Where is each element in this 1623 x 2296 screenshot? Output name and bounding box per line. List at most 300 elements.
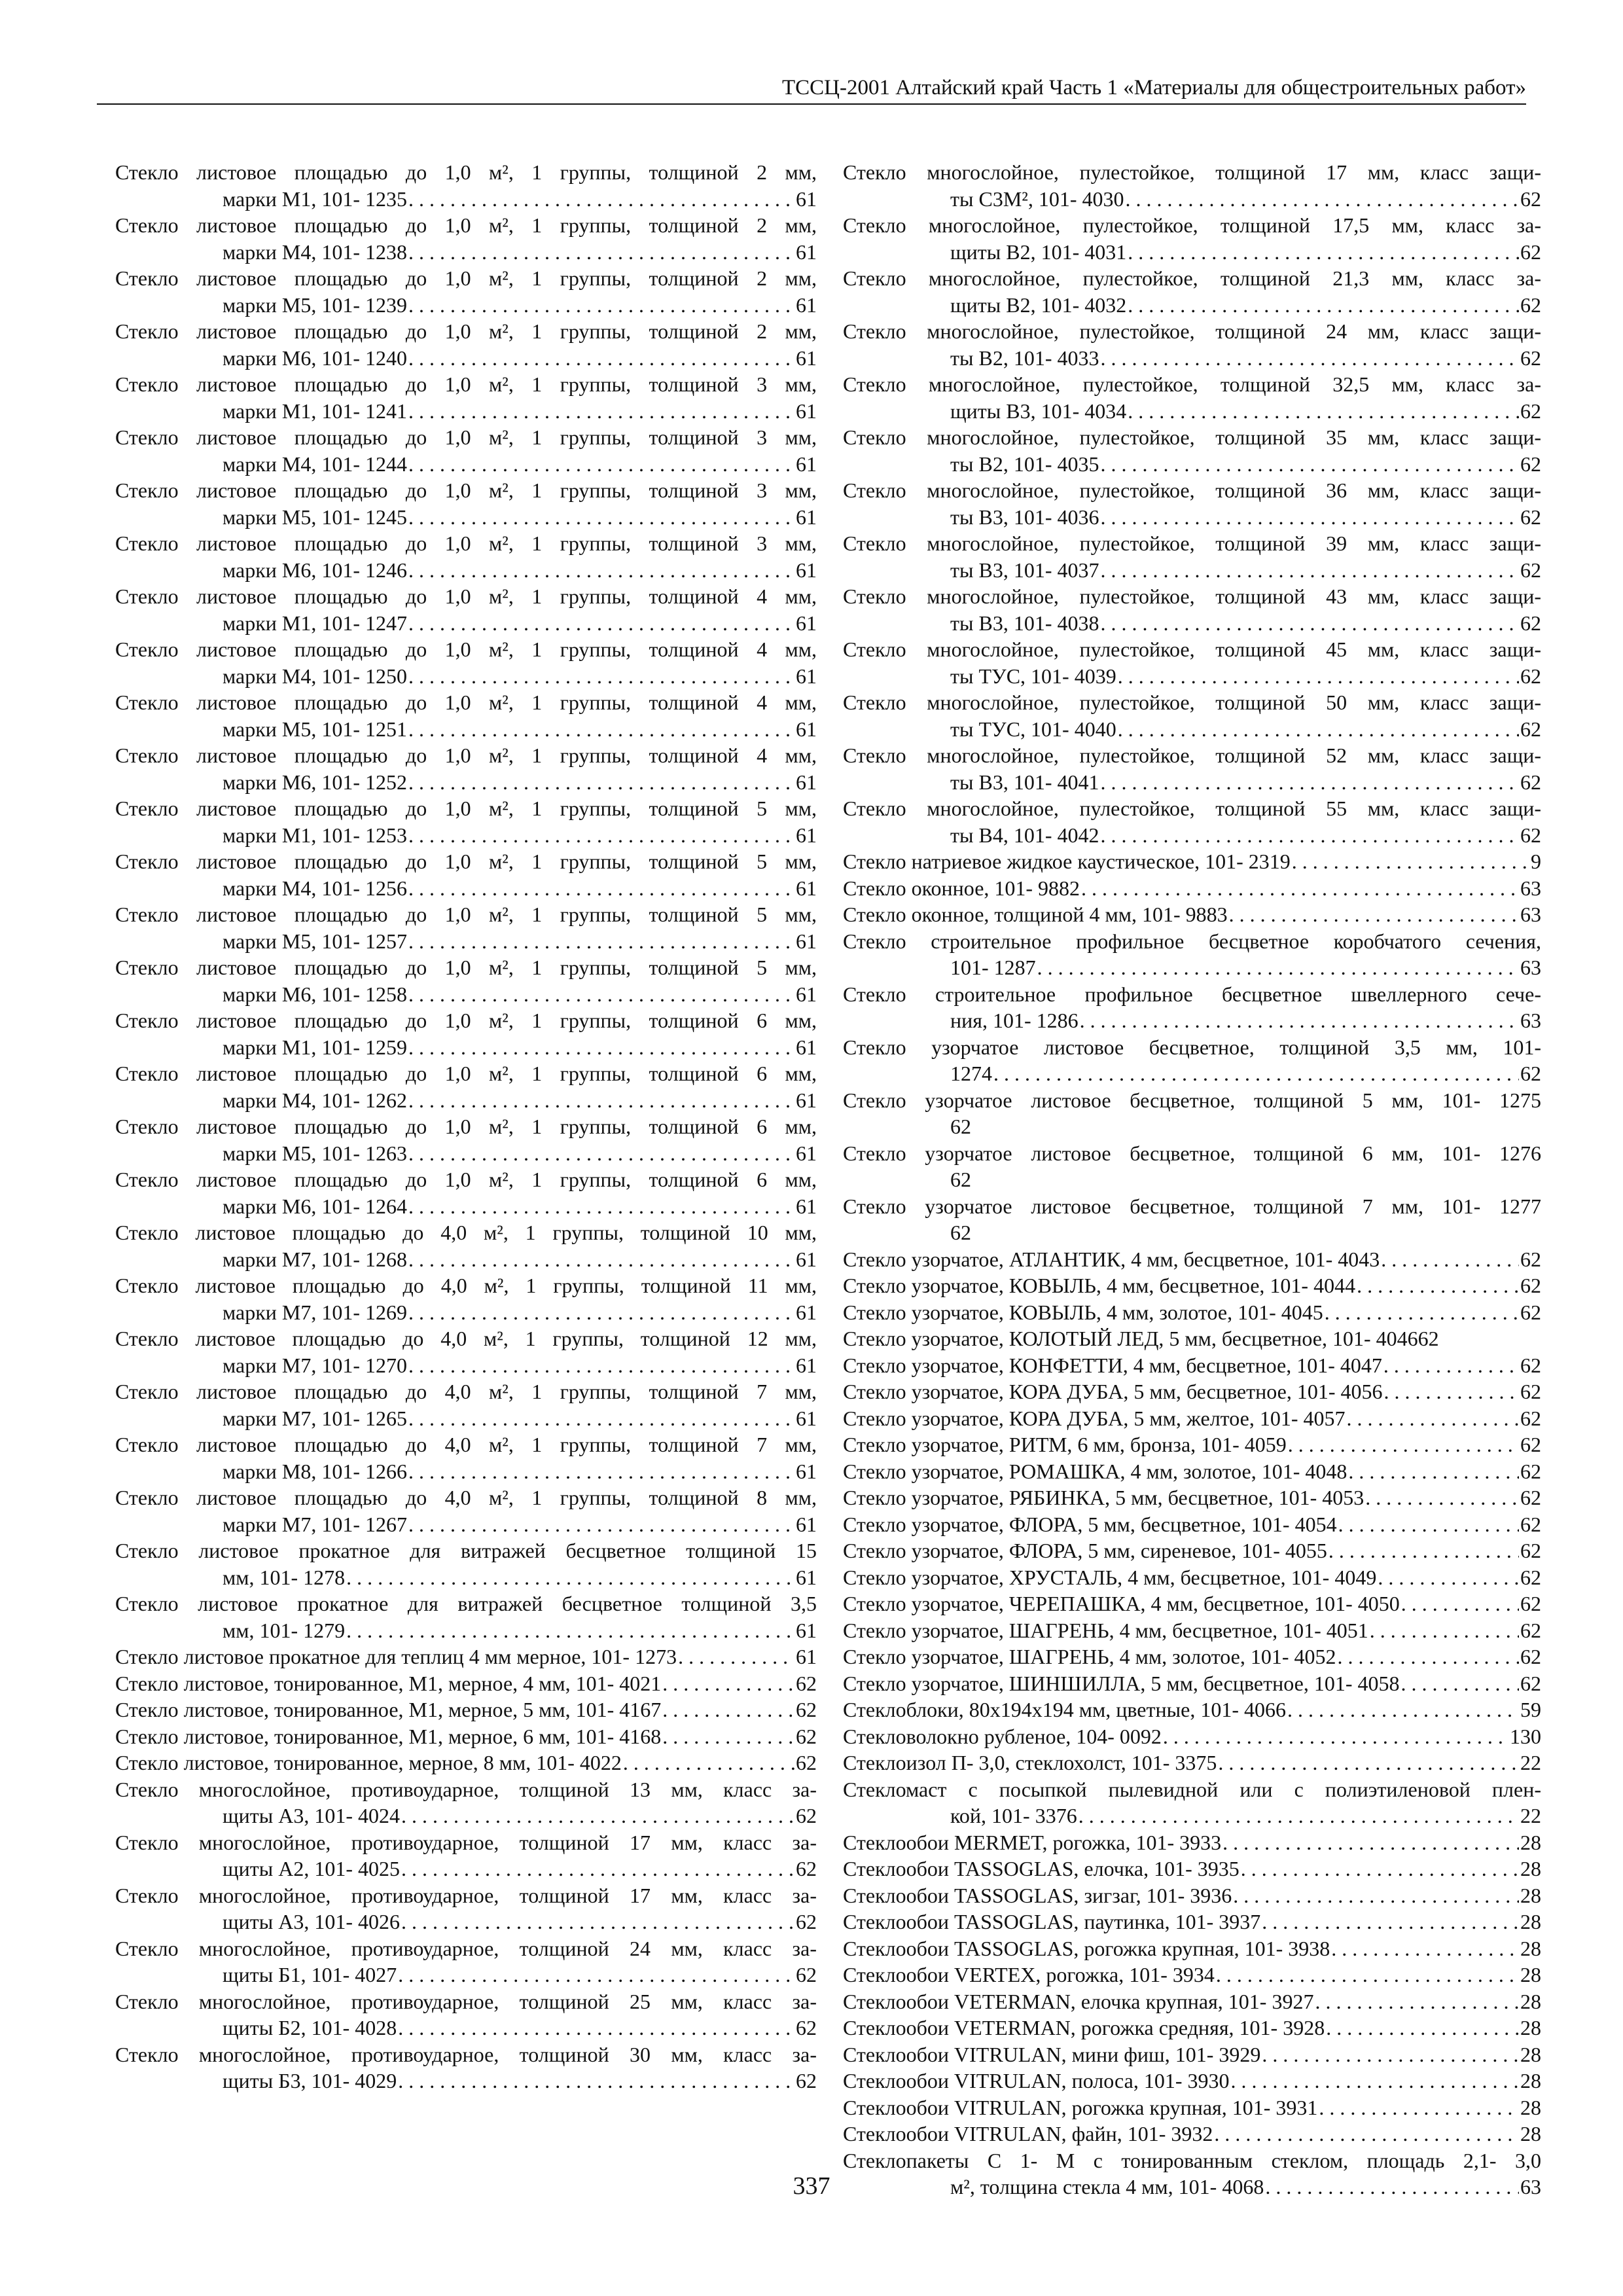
entry-text: Стекло листовое площадью до 1,0 м², 1 группы, толщиной 4 мм, [115,744,817,767]
index-entry [843,1405,1541,1432]
index-entry [843,1378,1541,1405]
index-entry [843,1140,1541,1193]
entry-text-cont: кой, 101- 3376 [950,1804,1077,1827]
entry-page-number: 61 [796,1645,817,1668]
entry-text: Стекло оконное, толщиной 4 мм, 101- 9883 [843,903,1228,926]
entry-text-cont: марки М4, 101- 1238 [223,240,408,264]
entry-text: Стекло листовое прокатное для теплиц 4 мм мерное, 101- 1273 [115,1645,677,1668]
entry-page-number: 28 [1520,2016,1541,2039]
entry-text: Стекло оконное, 101- 9882 [843,876,1080,900]
entry-text: Стекло узорчатое, КОНФЕТТИ, 4 мм, бесцветное, 101- 4047 [843,1353,1382,1377]
entry-text: Стекло листовое площадью до 4,0 м², 1 группы, толщиной 10 мм, [115,1221,817,1244]
index-entry [843,981,1541,1034]
entry-text-cont: марки М8, 101- 1266 [223,1459,408,1483]
dot-leader [1100,610,1519,637]
index-entry [843,1511,1541,1538]
dot-leader [1216,1962,1519,1988]
index-entry [843,1696,1541,1723]
entry-text: Стекло строительное профильное бесцветное швеллерного сече- [843,982,1541,1006]
entry-text: Стекло листовое площадью до 1,0 м², 1 группы, толщиной 6 мм, [115,1062,817,1085]
entry-text: Стекло многослойное, противоударное, толщиной 25 мм, класс за- [115,1989,817,2013]
dot-leader [408,663,794,690]
entry-page-number: 62 [796,1724,817,1748]
entry-text-cont: ты В2, 101- 4035 [950,452,1099,476]
entry-text-cont: 101- 1287 [950,956,1036,979]
entry-page-number: 63 [1520,1009,1541,1032]
entry-text: Стеклообои VITRULAN, полоса, 101- 3930 [843,2069,1230,2092]
dot-leader [408,1193,794,1220]
dot-leader [1262,1909,1519,1935]
entry-text-cont: марки М7, 101- 1267 [223,1512,408,1536]
dot-leader [408,398,794,425]
entry-text-cont: щиты В2, 101- 4032 [950,293,1127,317]
entry-page-number: 61 [796,1353,817,1377]
dot-leader [408,186,794,213]
entry-continuation [115,186,817,213]
dot-leader [1126,186,1519,213]
entry-text: Стекло листовое площадью до 1,0 м², 1 группы, толщиной 3 мм, [115,531,817,555]
dot-leader [1222,1829,1519,1856]
entry-text: Стекло узорчатое, КОРА ДУБА, 5 мм, желтое, 101- 4057 [843,1406,1346,1430]
dot-leader [1218,1749,1519,1776]
entry-text: Стекло узорчатое, КОВЫЛЬ, 4 мм, бесцветное, 101- 4044 [843,1274,1356,1297]
entry-page-number: 61 [796,452,817,476]
entry-page-number: 62 [1520,1062,1541,1085]
entry-text: Стекло многослойное, пулестойкое, толщиной 32,5 мм, класс за- [843,372,1541,396]
entry-continuation [115,451,817,478]
entry-text: Стекло листовое площадью до 1,0 м², 1 группы, толщиной 5 мм, [115,903,817,926]
index-entry [843,1749,1541,1776]
entry-text: Стеклопакеты С 1- М с тонированным стеклом, площадь 2,1- 3,0 [843,2148,1541,2172]
index-entry [115,1696,817,1723]
index-entry [843,2015,1541,2041]
index-entry [843,1458,1541,1485]
entry-text-cont: марки М1, 101- 1259 [223,1035,408,1059]
index-entry [115,1749,817,1776]
dot-leader [408,557,794,584]
dot-leader [662,1696,794,1723]
index-entry [115,1590,817,1643]
index-entry [115,1882,817,1935]
entry-text: Стекло узорчатое листовое бесцветное, толщиной 6 мм, 101- 1276 [843,1141,1541,1165]
dot-leader [408,716,794,743]
index-column-left [115,159,817,2094]
entry-text-cont: марки М7, 101- 1269 [223,1300,408,1324]
entry-page-number: 61 [796,1141,817,1165]
entry-page-number: 61 [796,929,817,953]
dot-leader [1292,848,1529,875]
index-entry [115,1935,817,1988]
entry-page-number: 62 [1520,1380,1541,1403]
entry-text-cont: марки М6, 101- 1252 [223,770,408,794]
entry-continuation [115,610,817,637]
entry-continuation [115,769,817,796]
dot-leader [408,1246,794,1273]
index-entry [843,1935,1541,1962]
entry-page-number: 62 [1520,346,1541,370]
entry-continuation [843,822,1541,849]
dot-leader [623,1749,794,1776]
entry-text: Стекло многослойное, противоударное, толщиной 17 мм, класс за- [115,1830,817,1854]
index-entry [843,1909,1541,1935]
entry-text: Стекло листовое площадью до 1,0 м², 1 группы, толщиной 4 мм, [115,691,817,714]
entry-page-number: 62 [1520,1618,1541,1642]
entry-text-cont: марки М7, 101- 1268 [223,1247,408,1271]
entry-text: Стекло листовое площадью до 4,0 м², 1 группы, толщиной 12 мм, [115,1327,817,1350]
page-number: 337 [793,2172,830,2200]
index-entry [115,212,817,265]
entry-text: Стеклообои VETERMAN, рогожка средняя, 101- 3928 [843,2016,1325,2039]
entry-text: Стеклообои TASSOGLAS, рогожка крупная, 101- 3938 [843,1936,1330,1960]
entry-continuation [115,663,817,690]
entry-page-number: 62 [1520,611,1541,635]
entry-page-number: 61 [796,1088,817,1112]
entry-text: Стекло листовое площадью до 4,0 м², 1 группы, толщиной 11 мм, [115,1274,817,1297]
dot-leader [1079,1803,1519,1829]
dot-leader [1338,1643,1519,1670]
entry-page-number: 62 [1520,1512,1541,1536]
index-entry [115,1776,817,1829]
index-entry [843,583,1541,636]
entry-page-number: 62 [1520,1592,1541,1615]
entry-text: Стекло листовое, тонированное, М1, мерное, 6 мм, 101- 4168 [115,1724,662,1748]
index-entry [843,742,1541,795]
entry-text-cont: марки М4, 101- 1262 [223,1088,408,1112]
entry-continuation [115,239,817,266]
entry-page-number: 61 [796,187,817,211]
dot-leader [401,1803,794,1829]
entry-page-number: 61 [796,1406,817,1430]
dot-leader [1383,1352,1519,1379]
entry-continuation [115,1564,817,1591]
entry-page-number: 61 [796,505,817,529]
entry-text: Стекло узорчатое, РИТМ, 6 мм, бронза, 101- 4059 [843,1433,1287,1456]
dot-leader [1100,451,1519,478]
entry-page-number: 62 [1520,1406,1541,1430]
entry-text-cont: марки М6, 101- 1258 [223,982,408,1006]
dot-leader [398,2068,794,2094]
index-entry [843,2094,1541,2121]
index-entry [115,954,817,1007]
index-entry [843,1034,1541,1087]
entry-text: Стекло листовое, тонированное, М1, мерное, 5 мм, 101- 4167 [115,1698,662,1721]
entry-page-number: 62 [796,1963,817,1986]
entry-text: Стеклообои VITRULAN, мини фиш, 101- 3929 [843,2042,1261,2066]
entry-continuation [115,822,817,849]
entry-text-cont: марки М4, 101- 1250 [223,664,408,688]
entry-text: Стекло листовое прокатное для витражей бесцветное толщиной 15 [115,1539,817,1562]
entry-page-number: 62 [1520,1565,1541,1589]
entry-page-number: 62 [1520,770,1541,794]
entry-page-number: 62 [796,1804,817,1827]
entry-continuation [115,1352,817,1379]
index-entry [115,1113,817,1166]
entry-page-number: 62 [1520,1486,1541,1509]
entry-page-number: 28 [1520,1830,1541,1854]
entry-text: Стекло узорчатое, КОЛОТЫЙ ЛЕД, 5 мм, бесцветное, 101- 4046 [843,1327,1418,1350]
entry-text: Стеклоблоки, 80х194х194 мм, цветные, 101- 4066 [843,1698,1286,1721]
entry-page-number: 28 [1520,2095,1541,2119]
dot-leader [1325,1299,1519,1326]
index-entry [843,2121,1541,2147]
dot-leader [1370,1617,1519,1644]
entry-page-number: 62 [1520,558,1541,582]
entry-continuation [115,1458,817,1485]
entry-page-number: 61 [796,240,817,264]
entry-text-cont: ты ТУС, 101- 4040 [950,717,1116,741]
entry-continuation [843,292,1541,319]
entry-text: Стекло листовое площадью до 1,0 м², 1 группы, толщиной 2 мм, [115,160,817,184]
entry-text: Стекло многослойное, противоударное, толщиной 24 мм, класс за- [115,1936,817,1960]
entry-page-number: 61 [796,399,817,423]
entry-text-cont: ты В3, 101- 4038 [950,611,1099,635]
entry-continuation [843,716,1541,743]
dot-leader [408,451,794,478]
entry-page-number: 28 [1520,1910,1541,1933]
entry-continuation [115,292,817,319]
entry-text: Стекло многослойное, пулестойкое, толщиной 17,5 мм, класс за- [843,213,1541,237]
dot-leader [346,1564,794,1591]
index-entry [843,212,1541,265]
entry-text: Стекло строительное профильное бесцветное коробчатого сечения, [843,929,1541,953]
entry-text-cont: марки М4, 101- 1256 [223,876,408,900]
entry-text: Стеклообои VITRULAN, файн, 101- 3932 [843,2122,1213,2145]
entry-continuation [843,769,1541,796]
entry-continuation [843,663,1541,690]
entry-continuation [115,1962,817,1988]
index-entry [843,1643,1541,1670]
index-entry [115,901,817,954]
index-entry [115,795,817,848]
entry-text: Стекло многослойное, пулестойкое, толщиной 50 мм, класс защи- [843,691,1541,714]
index-entry [843,477,1541,530]
entry-text: Стекломаст с посыпкой пылевидной или с полиэтиленовой плен- [843,1777,1541,1801]
index-entry [115,530,817,583]
entry-page-number: 62 [796,1910,817,1933]
entry-page-number: 62 [1520,1433,1541,1456]
entry-text: Стекло узорчатое, РОМАШКА, 4 мм, золотое, 101- 4048 [843,1459,1347,1483]
entry-page-number: 62 [796,1671,817,1695]
index-entry [843,1087,1541,1140]
entry-page-number: 28 [1520,1989,1541,2013]
entry-page-number: 62 [1520,1353,1541,1377]
dot-leader [408,1352,794,1379]
entry-page-number: 63 [1520,956,1541,979]
entry-text: Стекло листовое, тонированное, М1, мерное, 4 мм, 101- 4021 [115,1671,662,1695]
entry-text: Стекло узорчатое, ШАГРЕНЬ, 4 мм, золотое, 101- 4052 [843,1645,1336,1668]
entry-continuation [843,186,1541,213]
entry-page-number: 28 [1520,1883,1541,1907]
dot-leader [1348,1458,1519,1485]
dot-leader [398,1962,794,1988]
entry-continuation [115,1087,817,1114]
entry-text: Стекло многослойное, противоударное, толщиной 13 мм, класс за- [115,1777,817,1801]
entry-page-number: 61 [796,770,817,794]
index-entry [843,1962,1541,1988]
index-entry [115,1007,817,1060]
dot-leader [1346,1405,1519,1432]
entry-text: Стекло узорчатое, КОВЫЛЬ, 4 мм, золотое, 101- 4045 [843,1300,1323,1324]
index-entry [843,689,1541,742]
entry-continuation [115,2068,817,2094]
dot-leader [1128,292,1519,319]
dot-leader [1401,1590,1519,1617]
dot-leader [408,1299,794,1326]
entry-text: Стекло листовое площадью до 1,0 м², 1 группы, толщиной 3 мм, [115,478,817,502]
entry-continuation [115,1856,817,1882]
entry-continuation [115,928,817,955]
index-entry [115,1219,817,1272]
entry-page-number: 61 [796,1300,817,1324]
dot-leader [408,1458,794,1485]
entry-text: Стекло узорчатое, КОРА ДУБА, 5 мм, бесцветное, 101- 4056 [843,1380,1383,1403]
entry-text-cont: марки М5, 101- 1245 [223,505,408,529]
dot-leader [1329,1537,1519,1564]
entry-page-number: 62 [950,1221,971,1244]
entry-text-cont: щиты Б2, 101- 4028 [223,2016,397,2039]
entry-continuation [843,1803,1541,1829]
entry-text: Стекло узорчатое листовое бесцветное, толщиной 3,5 мм, 101- [843,1035,1541,1059]
dot-leader [408,345,794,372]
entry-page-number: 62 [1520,1459,1541,1483]
entry-text: Стеклообои TASSOGLAS, зигзаг, 101- 3936 [843,1883,1232,1907]
index-entry [843,1325,1541,1352]
index-entry [115,1060,817,1113]
entry-page-number: 61 [796,1565,817,1589]
index-entry [115,318,817,371]
entry-page-number: 62 [950,1168,971,1191]
dot-leader [1100,822,1519,849]
entry-page-number: 62 [1520,505,1541,529]
entry-text: Стекло листовое прокатное для витражей бесцветное толщиной 3,5 [115,1592,817,1615]
index-entry [115,1829,817,1882]
entry-text: Стекло листовое площадью до 1,0 м², 1 группы, толщиной 4 мм, [115,584,817,608]
entry-page-number: 22 [1520,1804,1541,1827]
dot-leader [408,1405,794,1432]
index-entry [115,1378,817,1431]
entry-text-cont: щиты А3, 101- 4026 [223,1910,401,1933]
entry-text: Стекло многослойное, пулестойкое, толщиной 43 мм, класс защи- [843,584,1541,608]
index-entry [115,1431,817,1484]
index-entry [843,424,1541,477]
dot-leader [408,239,794,266]
index-entry [115,1537,817,1590]
dot-leader [1262,2041,1519,2068]
entry-page-number: 61 [796,1512,817,1536]
entry-text-cont: щиты В2, 101- 4031 [950,240,1127,264]
index-entry [843,530,1541,583]
entry-continuation [115,1140,817,1167]
entry-page-number: 62 [1520,1539,1541,1562]
entry-text: Стекло листовое площадью до 4,0 м², 1 группы, толщиной 7 мм, [115,1380,817,1403]
dot-leader [1319,2094,1519,2121]
entry-text: Стекло многослойное, противоударное, толщиной 17 мм, класс за- [115,1883,817,1907]
entry-page-number: 62 [1520,1300,1541,1324]
dot-leader [1241,1856,1519,1882]
entry-text: Стекло узорчатое, РЯБИНКА, 5 мм, бесцветное, 101- 4053 [843,1486,1364,1509]
entry-page-number: 61 [796,293,817,317]
entry-continuation [115,1246,817,1273]
entry-page-number: 62 [1520,1671,1541,1695]
index-entry [843,875,1541,902]
entry-page-number: 61 [796,1247,817,1271]
entry-text: Стекло многослойное, пулестойкое, толщиной 17 мм, класс защи- [843,160,1541,184]
index-entry [843,1537,1541,1564]
entry-continuation [115,398,817,425]
index-entry [115,1272,817,1325]
index-entry [843,795,1541,848]
entry-page-number: 59 [1520,1698,1541,1721]
entry-text-cont: марки М7, 101- 1270 [223,1353,408,1377]
dot-leader [1381,1246,1519,1273]
index-entry [115,1643,817,1670]
entry-text-cont: щиты В3, 101- 4034 [950,399,1127,423]
index-entry [843,1617,1541,1644]
dot-leader [408,769,794,796]
dot-leader [408,981,794,1008]
entry-text: Стеклообои VITRULAN, рогожка крупная, 101- 3931 [843,2095,1318,2119]
entry-page-number: 61 [796,1459,817,1483]
entry-continuation [843,1060,1541,1087]
index-entry [115,1166,817,1219]
dot-leader [662,1723,794,1750]
entry-text-cont: марки М4, 101- 1244 [223,452,408,476]
entry-page-number: 61 [796,611,817,635]
entry-text-cont: марки М5, 101- 1239 [223,293,408,317]
entry-text-cont: марки М1, 101- 1241 [223,399,408,423]
index-entry [843,1988,1541,2015]
entry-continuation [843,557,1541,584]
entry-text-cont: ты В3, 101- 4041 [950,770,1099,794]
entry-text-cont: щиты Б1, 101- 4027 [223,1963,397,1986]
index-entry [115,1670,817,1697]
entry-text: Стекло узорчатое, ХРУСТАЛЬ, 4 мм, бесцветное, 101- 4049 [843,1565,1377,1589]
index-entry [115,477,817,530]
dot-leader [1400,1670,1519,1697]
index-entry [115,689,817,742]
index-entry [115,848,817,901]
entry-text-cont: ты В2, 101- 4033 [950,346,1099,370]
dot-leader [993,1060,1519,1087]
index-entry [843,1299,1541,1326]
entry-text: Стеклоизол П- 3,0, стеклохолст, 101- 3375 [843,1751,1217,1774]
entry-page-number: 28 [1520,1857,1541,1880]
entry-text: Стекло листовое площадью до 1,0 м², 1 группы, толщиной 6 мм, [115,1115,817,1138]
index-entry [843,1246,1541,1273]
entry-page-number: 62 [796,1857,817,1880]
dot-leader [408,1140,794,1167]
entry-text: Стеклообои TASSOGLAS, паутинка, 101- 3937 [843,1910,1261,1933]
entry-continuation [115,981,817,1008]
entry-page-number: 62 [1520,664,1541,688]
entry-page-number: 62 [796,2069,817,2092]
dot-leader [1357,1272,1519,1299]
entry-text: Стекло листовое площадью до 1,0 м², 1 группы, толщиной 3 мм, [115,425,817,449]
entry-page-number: 61 [796,346,817,370]
index-entry [115,1325,817,1378]
entry-text-cont: ния, 101- 1286 [950,1009,1079,1032]
entry-page-number: 61 [796,717,817,741]
entry-page-number: 62 [1520,1645,1541,1668]
index-entry [115,424,817,477]
entry-page-number: 130 [1510,1724,1541,1748]
index-entry [843,1352,1541,1379]
dot-leader [401,1856,794,1882]
entry-text-cont: щиты А2, 101- 4025 [223,1857,401,1880]
entry-text: Стекло листовое, тонированное, мерное, 8 мм, 101- 4022 [115,1751,622,1774]
index-entry [115,636,817,689]
entry-continuation [115,2015,817,2041]
